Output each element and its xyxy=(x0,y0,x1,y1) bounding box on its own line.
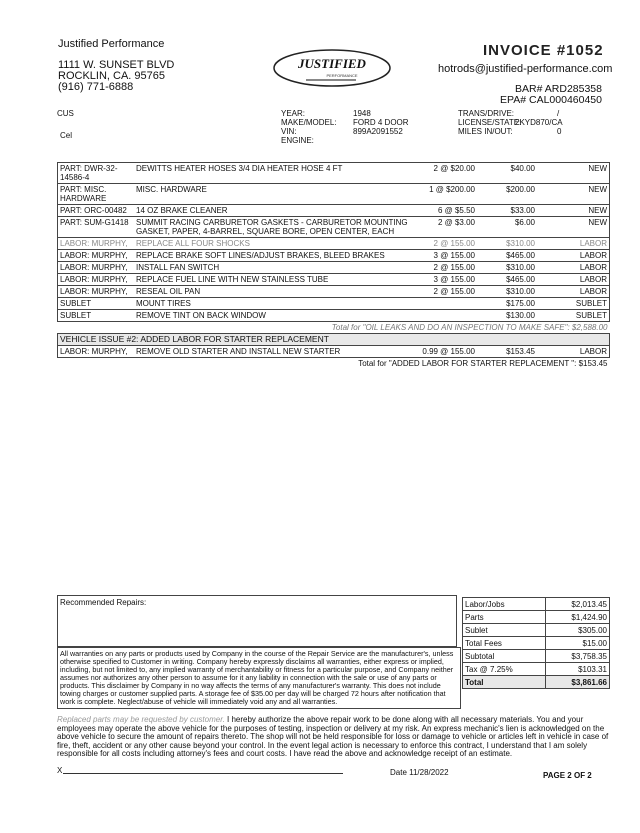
table-row xyxy=(58,286,610,298)
amount-cell: $465.00 xyxy=(483,250,537,262)
table-row xyxy=(463,637,610,650)
totals-label: Labor/Jobs xyxy=(463,598,546,611)
grand-total: $3,861.66 xyxy=(546,676,610,689)
totals-value: $1,424.90 xyxy=(546,611,610,624)
company-email: hotrods@justified-performance.com xyxy=(438,63,613,75)
description-cell: RESEAL OIL PAN xyxy=(134,286,413,298)
totals-label: Tax @ 7.25% xyxy=(463,663,546,676)
quantity-cell: 2 @ 155.00 xyxy=(413,262,483,274)
description-cell: REMOVE TINT ON BACK WINDOW xyxy=(134,310,413,322)
part-cell: PART: DWR-32-14586-4 xyxy=(58,163,135,184)
license-state-value: 2KYD870/CA xyxy=(515,118,563,127)
vehicle-right-labels xyxy=(458,109,521,136)
quantity-cell xyxy=(413,310,483,322)
vehicle-values xyxy=(353,109,409,136)
bar-number: BAR# ARD285358 xyxy=(515,83,602,95)
totals-label: Total xyxy=(463,676,546,689)
table-row xyxy=(58,310,610,322)
description-cell: DEWITTS HEATER HOSES 3/4 DIA HEATER HOSE 4 FT xyxy=(134,163,413,184)
amount-cell: $310.00 xyxy=(483,238,537,250)
totals-table xyxy=(462,597,610,689)
part-cell: LABOR: MURPHY, xyxy=(58,238,135,250)
page-number: PAGE 2 OF 2 xyxy=(543,771,592,780)
part-cell: LABOR: MURPHY, xyxy=(58,274,135,286)
company-name: Justified Performance xyxy=(58,38,165,50)
quantity-cell: 2 @ $20.00 xyxy=(413,163,483,184)
table-row xyxy=(58,298,610,310)
table-row xyxy=(58,184,610,205)
status-cell: LABOR xyxy=(537,250,610,262)
quantity-cell: 2 @ 155.00 xyxy=(413,286,483,298)
make-model-label: MAKE/MODEL: xyxy=(281,118,337,127)
company-logo xyxy=(272,48,392,88)
table-row xyxy=(463,611,610,624)
quantity-cell: 3 @ 155.00 xyxy=(413,250,483,262)
description-cell: REMOVE OLD STARTER AND INSTALL NEW STARTER xyxy=(134,346,413,358)
table-row xyxy=(58,205,610,217)
status-cell: LABOR xyxy=(537,274,610,286)
status-cell: NEW xyxy=(537,184,610,205)
part-cell: PART: ORC-00482 xyxy=(58,205,135,217)
table-row xyxy=(58,217,610,238)
part-cell: SUBLET xyxy=(58,298,135,310)
amount-cell: $310.00 xyxy=(483,262,537,274)
status-cell: SUBLET xyxy=(537,310,610,322)
description-cell: REPLACE FUEL LINE WITH NEW STAINLESS TUBE xyxy=(134,274,413,286)
quantity-cell: 1 @ $200.00 xyxy=(413,184,483,205)
totals-label: Sublet xyxy=(463,624,546,637)
amount-cell: $130.00 xyxy=(483,310,537,322)
vin-value: 899A2091552 xyxy=(353,127,403,136)
status-cell: LABOR xyxy=(537,262,610,274)
logo-text: JUSTIFIED xyxy=(298,56,366,71)
registration-numbers xyxy=(497,84,602,106)
status-cell: NEW xyxy=(537,205,610,217)
totals-value: $305.00 xyxy=(546,624,610,637)
table-row xyxy=(58,238,610,250)
totals-label: Total Fees xyxy=(463,637,546,650)
table-row xyxy=(463,650,610,663)
trans-drive-value: / xyxy=(557,109,560,118)
description-cell: MOUNT TIRES xyxy=(134,298,413,310)
authorization-disclaimer xyxy=(57,716,610,759)
authorization-text: I hereby authorize the above repair work to be done along with all necessary materials. You and your employees may operate the above vehicle for the purposes of testing, inspection or delivery at my risk. An express mechanic's lien is acknowledged on the above vehicle to secure the amount of repairs thereto. The shop will not be held responsible for loss or damage to vehicle or articles left in vehicle in case of fire, theft, accident or any other cause beyond your control. In the event legal action is necessary to enforce this contract, I understand that I am solely responsible for all costs including attorney's fees and court costs. I have read the above and acknowledge receipt of an estimate. xyxy=(57,715,609,758)
quantity-cell: 0.99 @ 155.00 xyxy=(413,346,483,358)
description-cell: REPLACE BRAKE SOFT LINES/ADJUST BRAKES, BLEED BRAKES xyxy=(134,250,413,262)
year-label: YEAR: xyxy=(281,109,306,118)
vehicle-labels xyxy=(281,109,337,145)
amount-cell: $40.00 xyxy=(483,163,537,184)
issue-2-title: VEHICLE ISSUE #2: ADDED LABOR FOR STARTER REPLACEMENT xyxy=(58,334,610,346)
table-row xyxy=(58,250,610,262)
epa-number: EPA# CAL000460450 xyxy=(500,94,602,106)
replaced-parts-note: Replaced parts may be requested by customer. xyxy=(57,715,225,724)
invoice-title: INVOICE #1052 xyxy=(483,42,604,59)
status-cell: LABOR xyxy=(537,286,610,298)
table-row xyxy=(463,624,610,637)
quantity-cell: 2 @ 155.00 xyxy=(413,238,483,250)
amount-cell: $465.00 xyxy=(483,274,537,286)
status-cell: LABOR xyxy=(537,346,610,358)
part-cell: LABOR: MURPHY, xyxy=(58,346,135,358)
amount-cell: $175.00 xyxy=(483,298,537,310)
make-model-value: FORD 4 DOOR xyxy=(353,118,409,127)
amount-cell: $200.00 xyxy=(483,184,537,205)
license-state-label: LICENSE/STATE: xyxy=(458,118,522,127)
description-cell: MISC. HARDWARE xyxy=(134,184,413,205)
description-cell: REPLACE ALL FOUR SHOCKS xyxy=(134,238,413,250)
part-cell: SUBLET xyxy=(58,310,135,322)
signature-line xyxy=(63,773,343,774)
table-row xyxy=(463,676,610,689)
year-value: 1948 xyxy=(353,109,371,118)
totals-value: $2,013.45 xyxy=(546,598,610,611)
status-cell: SUBLET xyxy=(537,298,610,310)
quantity-cell: 2 @ $3.00 xyxy=(413,217,483,238)
issue-total-row xyxy=(58,322,610,334)
company-address xyxy=(58,60,174,93)
amount-cell: $6.00 xyxy=(483,217,537,238)
description-cell: 14 OZ BRAKE CLEANER xyxy=(134,205,413,217)
table-row xyxy=(463,598,610,611)
issue-total-row xyxy=(58,358,610,370)
totals-value: $15.00 xyxy=(546,637,610,650)
table-row xyxy=(463,663,610,676)
status-cell: NEW xyxy=(537,163,610,184)
part-cell: LABOR: MURPHY, xyxy=(58,250,135,262)
table-row xyxy=(58,274,610,286)
table-row xyxy=(58,262,610,274)
miles-label: MILES IN/OUT: xyxy=(458,127,513,136)
quantity-cell: 6 @ $5.50 xyxy=(413,205,483,217)
part-cell: LABOR: MURPHY, xyxy=(58,262,135,274)
address-line: (916) 771-6888 xyxy=(58,81,134,93)
recommended-repairs-box xyxy=(57,595,457,647)
totals-value: $3,758.35 xyxy=(546,650,610,663)
status-cell: NEW xyxy=(537,217,610,238)
vin-label: VIN: xyxy=(281,127,297,136)
table-row xyxy=(58,346,610,358)
amount-cell: $33.00 xyxy=(483,205,537,217)
part-cell: PART: MISC. HARDWARE xyxy=(58,184,135,205)
quantity-cell xyxy=(413,298,483,310)
quantity-cell: 3 @ 155.00 xyxy=(413,274,483,286)
logo-subtext: PERFORMANCE xyxy=(326,73,358,78)
address-line: 1111 W. SUNSET BLVD xyxy=(58,59,175,71)
miles-value: 0 xyxy=(557,127,562,136)
warranty-text: All warranties on any parts or products used by Company in the course of the Repair Service are the manufacturer's, unless otherwise specified to Customer in writing. Company hereby expressly disclaims all warranties, either express or implied, including, but not limited to, any implied warranty of merchantability or fitness for a particular purpose, and Company neither assumes nor authorizes any other person to assume for it any liability in connection with the sale or use of any parts or products. This disclaimer by Company in no way affects the terms of any manufacturer's warranty. This does not include towing charges or customer supplied parts. A storage fee of $35.00 per day will be charged 72 hours after notification that work is complete. Neglect/abuse of vehicle will immediately void any and all warranties. xyxy=(57,647,461,709)
recommended-repairs-label: Recommended Repairs: xyxy=(60,598,147,607)
amount-cell: $310.00 xyxy=(483,286,537,298)
part-cell: PART: SUM-G1418 xyxy=(58,217,135,238)
vehicle-right-values xyxy=(515,109,563,136)
status-cell: LABOR xyxy=(537,238,610,250)
table-row xyxy=(58,163,610,184)
amount-cell: $153.45 xyxy=(483,346,537,358)
address-line: ROCKLIN, CA. 95765 xyxy=(58,70,165,82)
customer-label: CUS xyxy=(57,109,74,118)
invoice-date: Date 11/28/2022 xyxy=(390,768,449,777)
line-items-table xyxy=(57,162,610,369)
engine-label: ENGINE: xyxy=(281,136,314,145)
totals-label: Parts xyxy=(463,611,546,624)
totals-label: Subtotal xyxy=(463,650,546,663)
description-cell: INSTALL FAN SWITCH xyxy=(134,262,413,274)
issue-2-header xyxy=(58,334,610,346)
description-cell: SUMMIT RACING CARBURETOR GASKETS - CARBURETOR MOUNTING GASKET, PAPER, 4-BARREL, SQUARE BORE, OPEN CENTER, EACH xyxy=(134,217,413,238)
issue-1-total: Total for "OIL LEAKS AND DO AN INSPECTION TO MAKE SAFE": $2,588.00 xyxy=(58,322,610,334)
trans-drive-label: TRANS/DRIVE: xyxy=(458,109,515,118)
totals-value: $103.31 xyxy=(546,663,610,676)
part-cell: LABOR: MURPHY, xyxy=(58,286,135,298)
issue-2-total: Total for "ADDED LABOR FOR STARTER REPLACEMENT ": $153.45 xyxy=(358,359,608,368)
cell-label: Cel xyxy=(60,131,73,140)
signature-marker: X xyxy=(57,766,63,775)
